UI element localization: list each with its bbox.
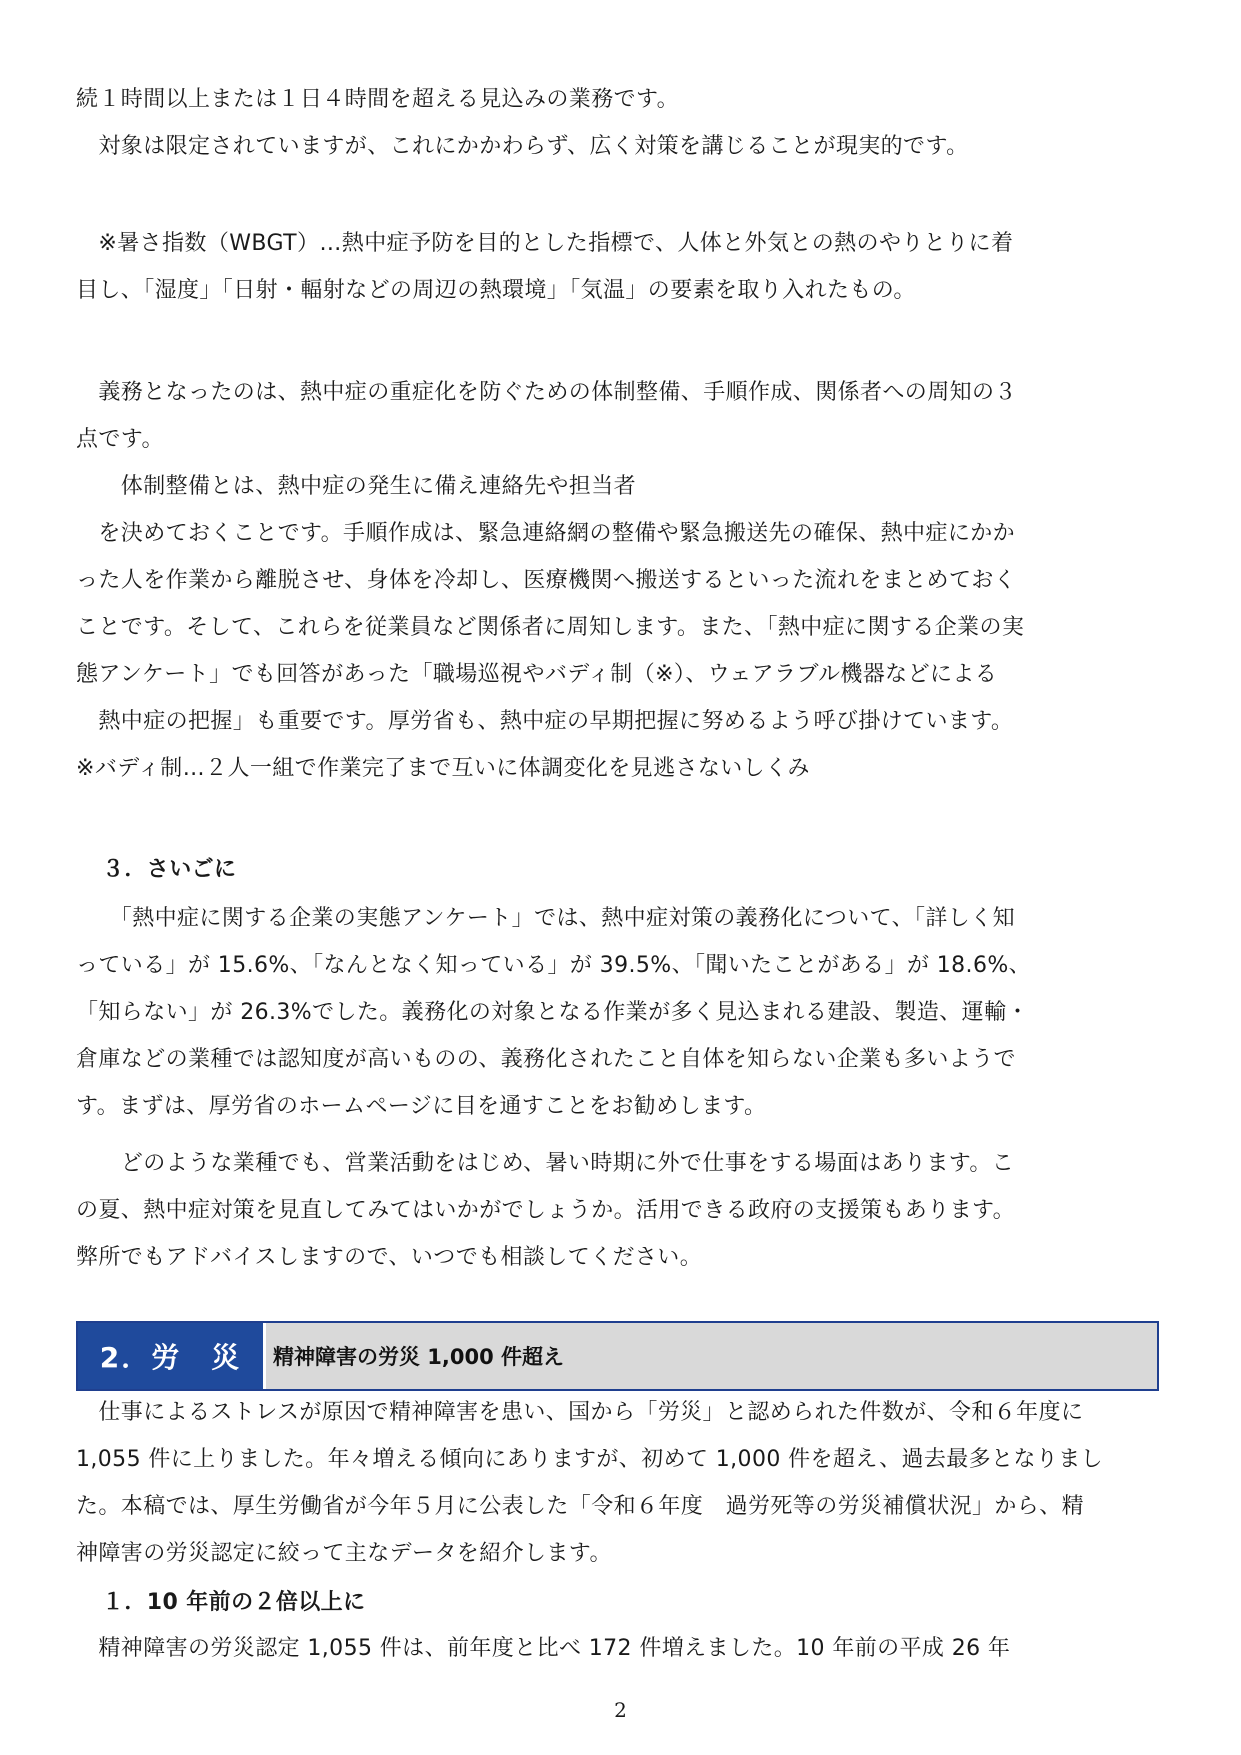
body-line: 対象は限定されていますが、これにかかわらず、広く対策を講じることが現実的です。 [76, 134, 969, 159]
body-line: 1,055 件に上りました。年々増える傾向にありますが、初めて 1,000 件を超え、過去最多となりまし [76, 1447, 1104, 1472]
body-line: 倉庫などの業種では認知度が高いものの、義務化されたこと自体を知らない企業も多いようで [76, 1047, 1016, 1072]
section-number-label: 2．労 災 [78, 1323, 266, 1389]
body-line: 目し、「湿度」「日射・輻射などの周辺の熱環境」「気温」の要素を取り入れたもの。 [76, 278, 916, 303]
body-line: 仕事によるストレスが原因で精神障害を患い、国から「労災」と認められた件数が、令和６年度に [76, 1400, 1084, 1425]
page-number: 2 [614, 1698, 627, 1722]
body-line: 「熱中症に関する企業の実態アンケート」では、熱中症対策の義務化について、「詳しく知 [76, 906, 1016, 931]
footnote-line: ※バディ制…２人一組で作業完了まで互いに体調変化を見逃さないしくみ [76, 756, 810, 781]
body-line: 精神障害の労災認定 1,055 件は、前年度と比べ 172 件増えました。10 年前の平成 26 年 [76, 1636, 1011, 1661]
body-line: った人を作業から離脱させ、身体を冷却し、医療機関へ搬送するといった流れをまとめておく [76, 568, 1017, 593]
body-line: す。まずは、厚労省のホームページに目を通すことをお勧めします。 [76, 1094, 767, 1119]
body-line: ことです。そして、これらを従業員など関係者に周知します。また、「熱中症に関する企業の実 [76, 615, 1025, 640]
subsection-heading-1: １．10 年前の２倍以上に [102, 1590, 366, 1615]
section-banner [76, 1321, 1159, 1391]
body-line: 義務となったのは、熱中症の重症化を防ぐための体制整備、手順作成、関係者への周知の３ [76, 380, 1017, 405]
body-line: 「知らない」が 26.3%でした。義務化の対象となる作業が多く見込まれる建設、製造、運輸・ [76, 1000, 1029, 1025]
body-line: 熱中症の把握」も重要です。厚労省も、熱中症の早期把握に努めるよう呼び掛けています。 [76, 709, 1014, 734]
body-line: 体制整備とは、熱中症の発生に備え連絡先や担当者 [76, 474, 637, 499]
body-line: た。本稿では、厚生労働省が今年５月に公表した「令和６年度 過労死等の労災補償状況」から、精 [76, 1494, 1085, 1519]
section-heading-3: ３．さいごに [102, 857, 237, 882]
body-line: 点です。 [76, 427, 164, 452]
body-line: 態アンケート」でも回答があった「職場巡視やバディ制（※）、ウェアラブル機器などによる [76, 662, 998, 687]
body-line: 神障害の労災認定に絞って主なデータを紹介します。 [76, 1541, 612, 1566]
body-line: 続１時間以上または１日４時間を超える見込みの業務です。 [76, 87, 680, 112]
body-line: を決めておくことです。手順作成は、緊急連絡網の整備や緊急搬送先の確保、熱中症にかか [76, 521, 1016, 546]
body-line: どのような業種でも、営業活動をはじめ、暑い時期に外で仕事をする場面はあります。こ [76, 1151, 1015, 1176]
section-title: 精神障害の労災 1,000 件超え [273, 1345, 565, 1369]
body-line: っている」が 15.6%、「なんとなく知っている」が 39.5%、「聞いたことがある」が 18.6%、 [76, 953, 1032, 978]
body-line: 弊所でもアドバイスしますので、いつでも相談してください。 [76, 1245, 703, 1270]
body-line: の夏、熱中症対策を見直してみてはいかがでしょうか。活用できる政府の支援策もあります。 [76, 1198, 1016, 1223]
body-line: ※暑さ指数（WBGT）…熱中症予防を目的とした指標で、人体と外気との熱のやりとりに着 [76, 231, 1014, 256]
